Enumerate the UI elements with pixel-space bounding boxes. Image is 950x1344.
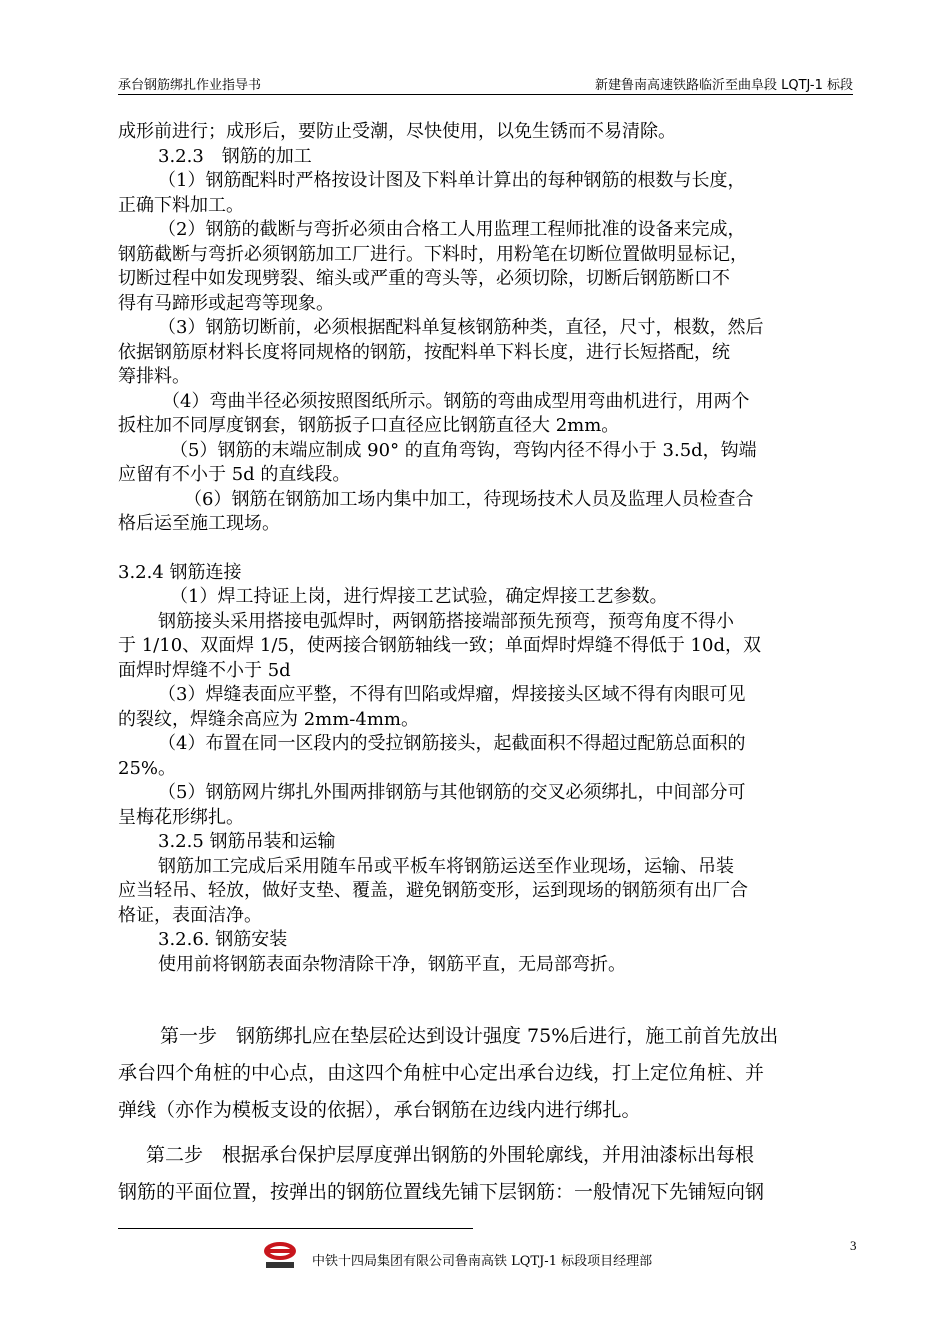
paragraph-line: （4）布置在同一区段内的受拉钢筋接头，起截面积不得超过配筋总面积的	[158, 733, 746, 754]
paragraph-line: （5）钢筋的末端应制成 90° 的直角弯钩，弯钩内径不得小于 3.5d，钩端	[170, 439, 757, 461]
paragraph-line: 面焊时焊缝不小于 5d	[118, 659, 291, 681]
paragraph-line: 得有马蹄形或起弯等现象。	[118, 292, 334, 314]
step-line: 弹线（亦作为模板支设的依据），承台钢筋在边线内进行绑扎。	[118, 1099, 641, 1121]
step-line: 钢筋的平面位置，按弹出的钢筋位置线先铺下层钢筋：一般情况下先铺短向钢	[118, 1181, 765, 1203]
paragraph-line: 应当轻吊、轻放，做好支垫、覆盖，避免钢筋变形，运到现场的钢筋须有出厂合	[118, 880, 748, 901]
paragraph-line: 使用前将钢筋表面杂物清除干净，钢筋平直，无局部弯折。	[158, 953, 626, 975]
paragraph-line: （4）弯曲半径必须按照图纸所示。钢筋的弯曲成型用弯曲机进行，用两个	[162, 390, 750, 412]
paragraph-line: （2）钢筋的截断与弯折必须由合格工人用监理工程师批准的设备来完成，	[158, 219, 746, 240]
paragraph-line: 钢筋截断与弯折必须钢筋加工厂进行。下料时，用粉笔在切断位置做明显标记，	[118, 243, 748, 265]
document-body	[118, 120, 863, 977]
step-line: 承台四个角桩的中心点，由这四个角桩中心定出承台边线，打上定位角桩、并	[118, 1062, 765, 1084]
company-logo-icon	[262, 1240, 298, 1270]
header-doc-title: 承台钢筋绑扎作业指导书	[118, 78, 262, 93]
footer-divider	[118, 1228, 473, 1229]
paragraph-line: （3）焊缝表面应平整，不得有凹陷或焊瘤，焊接接头区域不得有肉眼可见	[158, 684, 746, 705]
steps-section	[118, 1018, 868, 1211]
paragraph-line: 25%。	[118, 757, 177, 779]
paragraph-line: 依据钢筋原材料长度将同规格的钢筋，按配料单下料长度，进行长短搭配，统	[118, 341, 730, 363]
paragraph-line: 钢筋加工完成后采用随车吊或平板车将钢筋运送至作业现场，运输、吊装	[158, 855, 734, 877]
paragraph-line: 格证，表面洁净。	[118, 904, 262, 926]
paragraph-line: （3）钢筋切断前，必须根据配料单复核钢筋种类，直径，尺寸，根数，然后	[158, 317, 764, 338]
section-heading: 3.2.6. 钢筋安装	[158, 929, 288, 950]
section-heading: 3.2.4 钢筋连接	[118, 561, 242, 583]
paragraph-line: （5）钢筋网片绑扎外围两排钢筋与其他钢筋的交叉必须绑扎，中间部分可	[158, 782, 746, 803]
paragraph-line: （1）焊工持证上岗，进行焊接工艺试验，确定焊接工艺参数。	[170, 586, 668, 607]
paragraph-line: 正确下料加工。	[118, 194, 244, 216]
paragraph-line: 呈梅花形绑扎。	[118, 806, 244, 828]
header-divider	[118, 94, 853, 95]
page-number: 3	[850, 1238, 857, 1253]
header-project-title: 新建鲁南高速铁路临沂至曲阜段 LQTJ-1 标段	[594, 78, 853, 93]
paragraph-line: 应留有不小于 5d 的直线段。	[118, 464, 351, 485]
paragraph-line: 格后运至施工现场。	[118, 513, 280, 534]
paragraph-line: 切断过程中如发现劈裂、缩头或严重的弯头等，必须切除，切断后钢筋断口不	[118, 268, 730, 289]
footer-company: 中铁十四局集团有限公司鲁南高铁 LQTJ-1 标段项目经理部	[312, 1254, 653, 1269]
step-line: 第二步 根据承台保护层厚度弹出钢筋的外围轮廓线，并用油漆标出每根	[146, 1144, 755, 1166]
paragraph-line: （6）钢筋在钢筋加工场内集中加工，待现场技术人员及监理人员检查合	[184, 488, 754, 510]
paragraph-line: 筹排料。	[118, 366, 190, 387]
section-heading: 3.2.5 钢筋吊装和运输	[158, 831, 336, 852]
paragraph-line: 钢筋接头采用搭接电弧焊时，两钢筋搭接端部预先预弯，预弯角度不得小	[158, 610, 734, 632]
section-heading: 3.2.3 钢筋的加工	[158, 145, 312, 167]
paragraph-line: 成形前进行；成形后，要防止受潮，尽快使用，以免生锈而不易清除。	[118, 121, 676, 142]
paragraph-line: （1）钢筋配料时严格按设计图及下料单计算出的每种钢筋的根数与长度，	[158, 170, 746, 191]
step-line: 第一步 钢筋绑扎应在垫层砼达到设计强度 75%后进行，施工前首先放出	[160, 1025, 779, 1047]
paragraph-line: 扳柱加不同厚度钢套，钢筋扳子口直径应比钢筋直径大 2mm。	[118, 415, 620, 436]
paragraph-line: 于 1/10、双面焊 1/5，使两接合钢筋轴线一致；单面焊时焊缝不得低于 10d，双	[118, 635, 761, 656]
paragraph-line: 的裂纹，焊缝余高应为 2mm-4mm。	[118, 708, 419, 730]
